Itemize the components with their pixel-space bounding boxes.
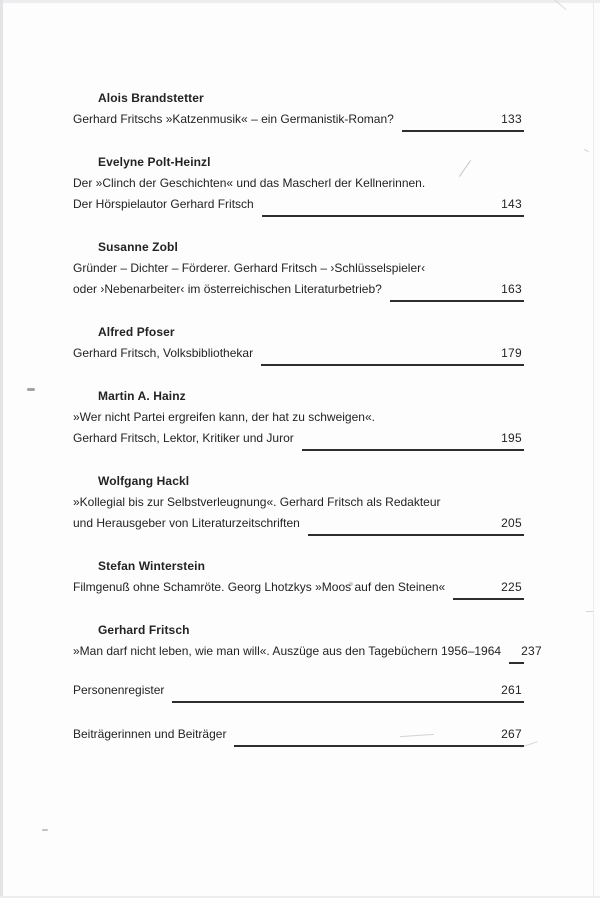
table-of-contents <box>73 0 542 747</box>
toc-entry <box>73 386 524 451</box>
scan-artifact <box>584 149 589 152</box>
leader-line <box>390 279 524 302</box>
leader-line <box>172 680 524 703</box>
toc-entry-title-line: Der »Clinch der Geschichten« und das Mascherl der Kellnerinnen. <box>73 176 426 190</box>
toc-entry-title-text: Personenregister <box>73 683 165 697</box>
toc-entry <box>73 322 524 366</box>
scan-artifact <box>42 829 48 831</box>
toc-entry-last-line <box>73 194 524 217</box>
back-matter-row <box>73 724 524 747</box>
page-edge-left <box>0 0 3 898</box>
page-number: 267 <box>501 727 522 741</box>
toc-entry-last-line <box>73 641 542 664</box>
toc-entry-author: Wolfgang Hackl <box>98 474 190 488</box>
scan-artifact <box>554 0 567 10</box>
toc-entry-author: Susanne Zobl <box>98 240 178 254</box>
leader-line <box>453 577 524 600</box>
toc-entry <box>73 620 542 664</box>
page-number: 163 <box>501 282 522 296</box>
toc-entry <box>73 556 524 600</box>
page-number: 237 <box>521 644 542 658</box>
toc-entry-author: Stefan Winterstein <box>98 559 206 573</box>
toc-entry-title-text: Gerhard Fritsch, Volksbibliothekar <box>73 346 254 360</box>
page-number: 205 <box>501 516 522 530</box>
toc-entry-last-line <box>73 428 524 451</box>
scan-artifact <box>586 611 593 612</box>
scan-artifact <box>27 388 35 391</box>
back-matter-row <box>73 680 524 703</box>
toc-entry-title-text: Gerhard Fritsch, Lektor, Kritiker und Juror <box>73 431 294 445</box>
leader-line <box>234 724 524 747</box>
toc-entry-author: Gerhard Fritsch <box>98 623 190 637</box>
toc-entry-title-text: Filmgenuß ohne Schamröte. Georg Lhotzkys »Moos auf den Steinen« <box>73 580 446 594</box>
toc-entry-last-line <box>73 513 524 536</box>
toc-entry-title-text: Beiträgerinnen und Beiträger <box>73 727 227 741</box>
toc-entry <box>73 471 524 536</box>
toc-entry-title-text: und Herausgeber von Literaturzeitschriften <box>73 516 300 530</box>
toc-entry-last-line <box>73 109 524 132</box>
toc-entry <box>73 152 524 217</box>
toc-entry-last-line <box>73 343 524 366</box>
toc-entry-author: Evelyne Polt-Heinzl <box>98 155 211 169</box>
leader-line <box>302 428 524 451</box>
page-number: 225 <box>501 580 522 594</box>
toc-entry-title-text: Der Hörspielautor Gerhard Fritsch <box>73 197 254 211</box>
toc-entry-title-text: oder ›Nebenarbeiter‹ im österreichischen Literaturbetrieb? <box>73 282 382 296</box>
back-matter-entry <box>73 680 524 703</box>
back-matter-section <box>73 680 524 747</box>
toc-entry <box>73 237 524 302</box>
toc-entry-title-line: Gründer – Dichter – Förderer. Gerhard Fritsch – ›Schlüsselspieler‹ <box>73 261 426 275</box>
page-edge-right <box>593 0 594 898</box>
page-number: 261 <box>501 683 522 697</box>
leader-line <box>402 109 524 132</box>
toc-entry-last-line <box>73 577 524 600</box>
toc-entry-title-text: Gerhard Fritschs »Katzenmusik« – ein Germanistik-Roman? <box>73 112 394 126</box>
toc-entry-title-text: »Man darf nicht leben, wie man will«. Auszüge aus den Tagebüchern 1956–1964 <box>73 644 502 658</box>
page-number: 133 <box>501 112 522 126</box>
page-number: 143 <box>501 197 522 211</box>
toc-entry-last-line <box>73 279 524 302</box>
leader-line <box>308 513 524 536</box>
leader-line <box>261 343 524 366</box>
toc-entry-author: Alois Brandstetter <box>98 91 204 105</box>
page-number: 195 <box>501 431 522 445</box>
toc-entry-title-line: »Kollegial bis zur Selbstverleugnung«. Gerhard Fritsch als Redakteur <box>73 495 441 509</box>
toc-entry-author: Alfred Pfoser <box>98 325 175 339</box>
toc-entry <box>73 88 524 132</box>
leader-line <box>262 194 524 217</box>
toc-entry-author: Martin A. Hainz <box>98 389 186 403</box>
page-number: 179 <box>501 346 522 360</box>
back-matter-entry <box>73 724 524 747</box>
toc-entry-title-line: »Wer nicht Partei ergreifen kann, der hat zu schweigen«. <box>73 410 375 424</box>
leader-line <box>509 641 542 664</box>
